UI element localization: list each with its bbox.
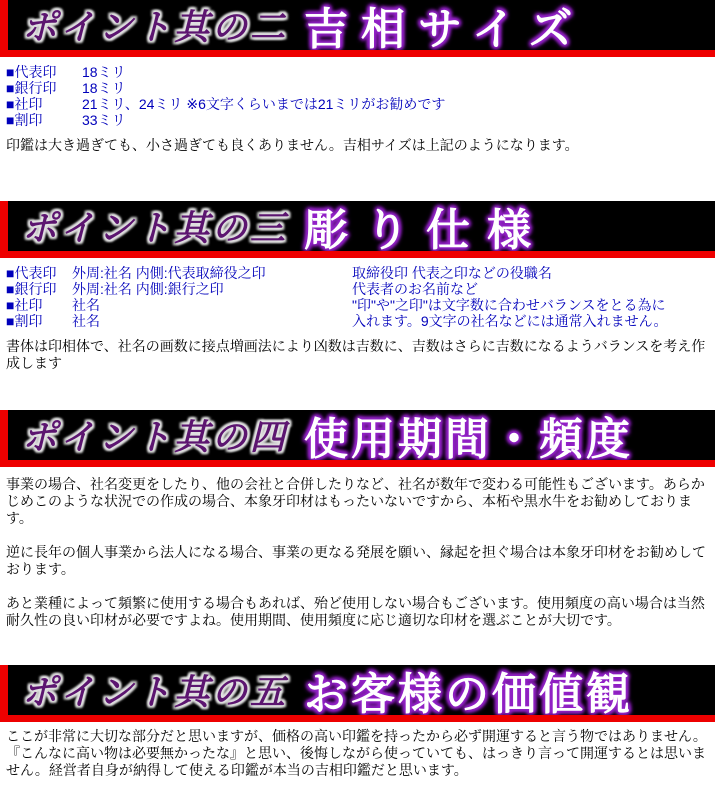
banner-point-3-title: 彫り仕様 [304, 206, 549, 255]
table-row [6, 281, 711, 297]
row-value: 21ミリ、24ミリ ※6文字くらいまでは21ミリがお勧めです [82, 96, 446, 112]
engraving-table [6, 265, 711, 329]
row-value: 18ミリ [82, 80, 126, 96]
section-point-4 [0, 410, 715, 629]
section-point-3 [0, 201, 715, 372]
banner-point-3-label: ポイント其の三 [22, 209, 289, 248]
row-label: ■代表印 [6, 64, 57, 80]
table-row [6, 265, 711, 281]
row-desc: 外周:社名 内側:代表取締役之印 [72, 265, 266, 281]
section-point-2 [0, 0, 715, 153]
row-label: ■銀行印 [6, 80, 57, 96]
table-row [6, 96, 711, 112]
banner-point-5-title: お客様の価値観 [304, 670, 634, 719]
table-row [6, 297, 711, 313]
row-label: ■社印 [6, 96, 43, 112]
row-value: 18ミリ [82, 64, 126, 80]
banner-point-4 [0, 410, 715, 467]
row-note: 代表者のお名前など [352, 281, 478, 297]
paragraph: ここが非常に大切な部分だと思いますが、価格の高い印鑑を持ったから必ず開運すると言う物ではありません。『こんなに高い物は必要無かったな』と思い、後悔しながら使っていても、はっきり言って開運するとは思いません。経営者自身が納得して使える印鑑が本当の吉相印鑑だと思います。 [6, 728, 707, 778]
row-note: "印"や"之印"は文字数に合わせバランスをとる為に [352, 297, 666, 313]
section-point-5 [0, 665, 715, 779]
row-value: 33ミリ [82, 112, 126, 128]
paragraph: 事業の場合、社名変更をしたり、他の会社と合併したりなど、社名が数年で変わる可能性もございます。あらかじめこのような状況での作成の場合、本象牙印材はもったいないですから、本柘や黒水牛をお勧めしております。 [6, 476, 705, 526]
table-row [6, 64, 711, 80]
row-note: 入れます。9文字の社名などには通常入れません。 [352, 313, 668, 329]
banner-point-2-title: 吉相サイズ [304, 5, 586, 54]
paragraph: 逆に長年の個人事業から法人になる場合、事業の更なる発展を願い、縁起を担ぐ場合は本象牙印材をお勧めしております。 [6, 544, 706, 577]
banner-point-2 [0, 0, 715, 57]
banner-point-2-label: ポイント其の二 [22, 8, 289, 47]
table-row [6, 313, 711, 329]
table-row [6, 80, 711, 96]
section-point-3-body [0, 258, 715, 372]
section-point-4-body [0, 467, 715, 629]
size-table [6, 64, 711, 128]
row-label: ■割印 [6, 313, 43, 329]
banner-point-5 [0, 665, 715, 722]
section-note: 印鑑は大き過ぎても、小さ過ぎても良くありません。吉相サイズは上記のようになります。 [6, 137, 579, 153]
section-point-2-body [0, 57, 715, 153]
section-note: 書体は印相体で、社名の画数に接点増画法により凶数は吉数に、吉数はさらに吉数になるようバランスを考え作成します [6, 338, 706, 371]
banner-point-4-label: ポイント其の四 [22, 418, 289, 457]
row-desc: 外周:社名 内側:銀行之印 [72, 281, 224, 297]
section-point-5-body [0, 722, 715, 779]
row-note: 取締役印 代表之印などの役職名 [352, 265, 552, 281]
banner-point-4-title: 使用期間・頻度 [304, 415, 634, 464]
row-desc: 社名 [72, 297, 100, 313]
banner-point-5-label: ポイント其の五 [22, 673, 289, 712]
row-desc: 社名 [72, 313, 100, 329]
row-label: ■代表印 [6, 265, 57, 281]
paragraph: あと業種によって頻繁に使用する場合もあれば、殆ど使用しない場合もございます。使用頻度の高い場合は当然耐久性の良い印材が必要ですよね。使用期間、使用頻度に応じ適切な印材を選ぶことが大切です。 [6, 595, 705, 628]
banner-point-3 [0, 201, 715, 258]
row-label: ■社印 [6, 297, 43, 313]
row-label: ■割印 [6, 112, 43, 128]
table-row [6, 112, 711, 128]
row-label: ■銀行印 [6, 281, 57, 297]
